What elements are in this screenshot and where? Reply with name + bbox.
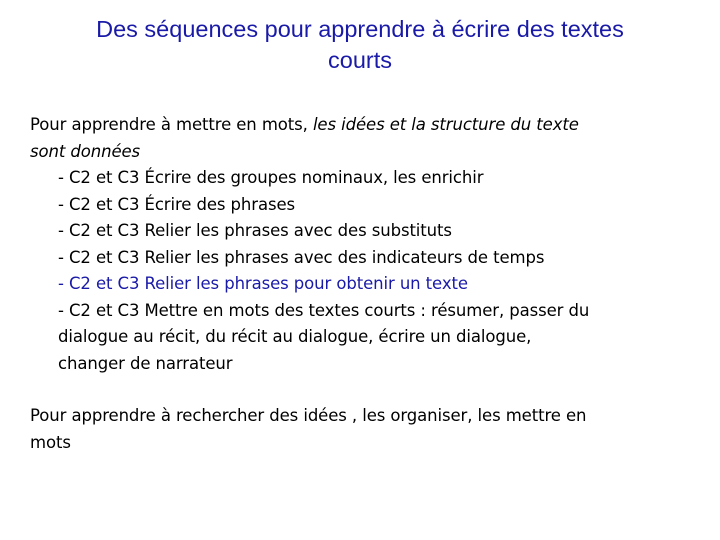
paragraph-gap (30, 377, 712, 403)
section1-intro-italic-cont: sont données (30, 141, 141, 161)
section1-intro-italic: les idées et la structure du texte (312, 115, 579, 134)
list-item-continuation: changer de narrateur (58, 353, 233, 373)
section1-intro-plain: Pour apprendre à mettre en mots, (30, 115, 313, 134)
title-line-1: Des séquences pour apprendre à écrire des textes (96, 16, 624, 42)
section2-line-1: Pour apprendre à rechercher des idées , les organiser, les mettre en (30, 406, 587, 425)
list-item: - C2 et C3 Relier les phrases avec des indicateurs de temps (58, 247, 545, 267)
section1-intro (30, 112, 712, 139)
list-item: - C2 et C3 Écrire des phrases (58, 194, 296, 214)
section1-intro-cont (30, 139, 712, 166)
list-item-highlighted: - C2 et C3 Relier les phrases pour obtenir un texte (58, 274, 468, 293)
list-item-continuation: dialogue au récit, du récit au dialogue, écrire un dialogue, (58, 327, 532, 346)
list-item: - C2 et C3 Écrire des groupes nominaux, les enrichir (58, 168, 484, 187)
slide-body (30, 112, 712, 456)
slide-title (20, 14, 700, 76)
section2-line-2: mots (30, 432, 71, 452)
list-item: - C2 et C3 Relier les phrases avec des substituts (58, 221, 452, 240)
list-item: - C2 et C3 Mettre en mots des textes courts : résumer, passer du (58, 300, 590, 320)
title-line-2: courts (328, 47, 392, 73)
